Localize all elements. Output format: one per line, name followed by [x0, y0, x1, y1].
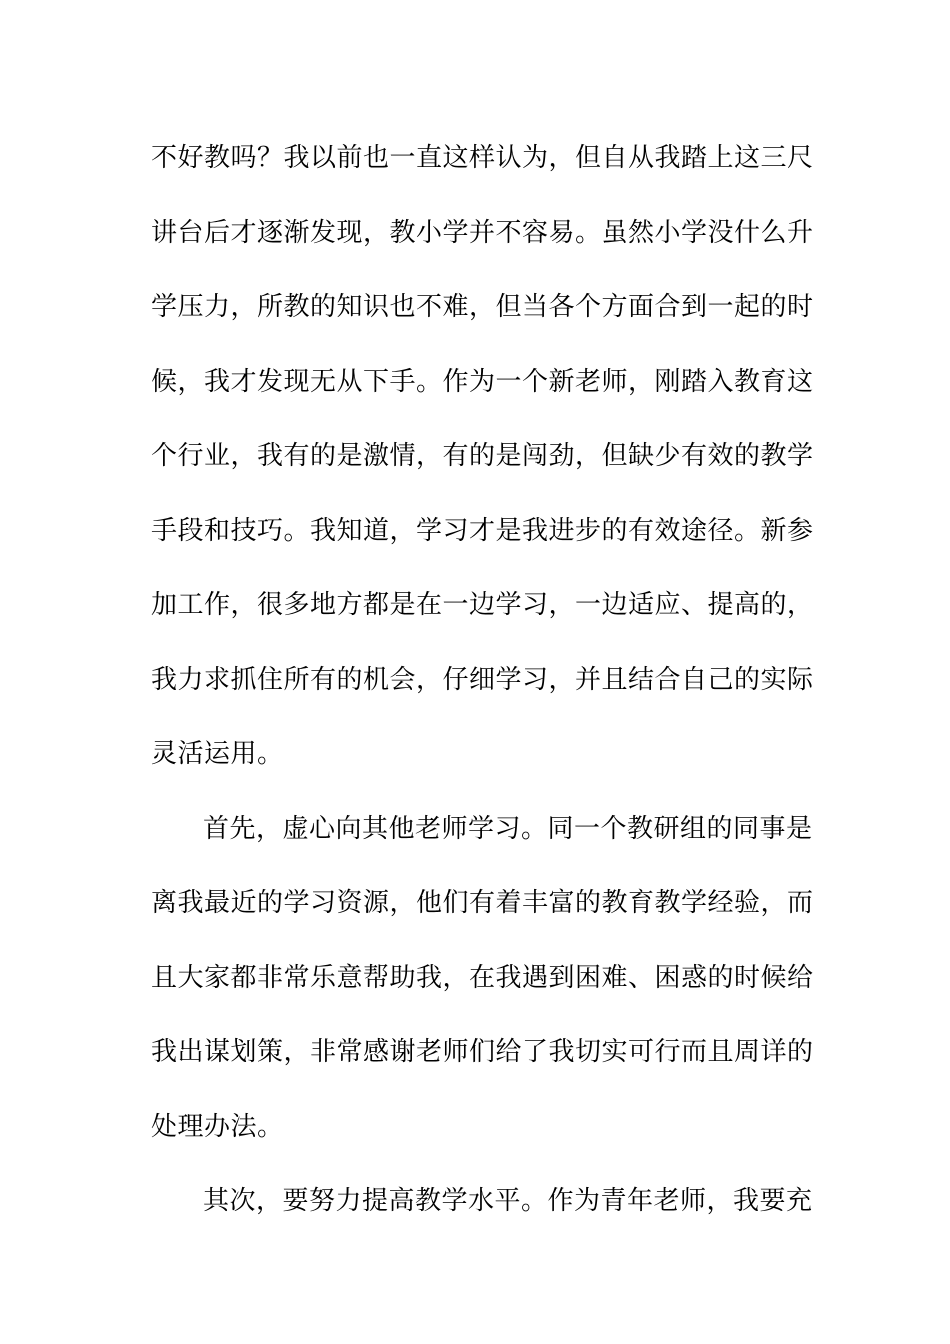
text-line: 灵活运用。 — [151, 739, 284, 769]
text-line: 加工作，很多地方都是在一边学习，一边适应、提高的， — [151, 590, 814, 620]
text-line: 离我最近的学习资源，他们有着丰富的教育教学经验，而 — [151, 888, 814, 918]
text-line: 手段和技巧。我知道，学习才是我进步的有效途径。新参 — [151, 515, 814, 546]
text-line: 我出谋划策，非常感谢老师们给了我切实可行而且周详的 — [151, 1037, 814, 1067]
text-line: 不好教吗？我以前也一直这样认为，但自从我踏上这三尺 — [151, 143, 814, 173]
text-line: 且大家都非常乐意帮助我，在我遇到困难、困惑的时候给 — [151, 962, 814, 993]
document-body — [151, 121, 814, 1239]
text-line: 个行业，我有的是激情，有的是闯劲，但缺少有效的教学 — [151, 441, 814, 471]
paragraph-first-line: 首先，虚心向其他老师学习。同一个教研组的同事是 — [203, 813, 813, 844]
text-line: 我力求抓住所有的机会，仔细学习，并且结合自己的实际 — [151, 664, 814, 695]
text-line: 候，我才发现无从下手。作为一个新老师，刚踏入教育这 — [151, 366, 814, 397]
text-line: 讲台后才逐渐发现，教小学并不容易。虽然小学没什么升 — [151, 217, 814, 248]
text-line: 学压力，所教的知识也不难，但当各个方面合到一起的时 — [151, 292, 814, 322]
paragraph-first-line: 其次，要努力提高教学水平。作为青年老师，我要充 — [203, 1186, 813, 1216]
text-line: 处理办法。 — [151, 1111, 284, 1142]
